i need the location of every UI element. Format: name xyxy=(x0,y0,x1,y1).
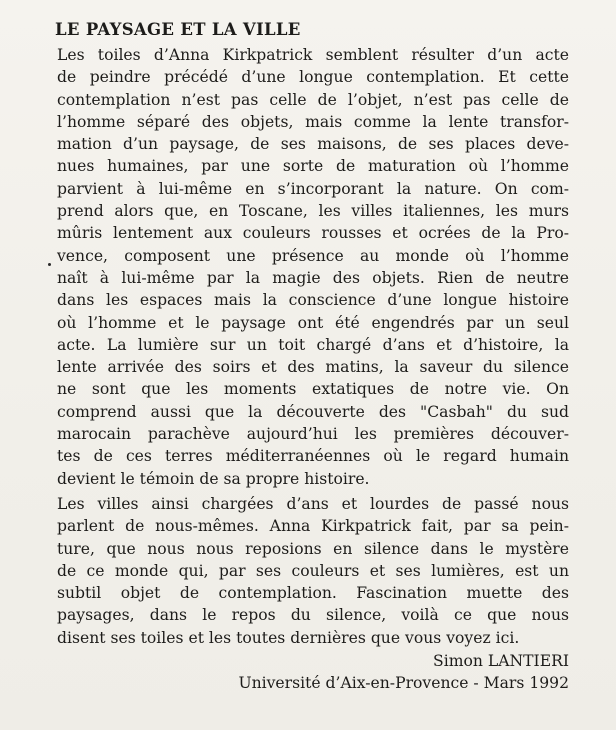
text-line: mûris lentement aux couleurs rousses et ocrées de la Pro- xyxy=(57,224,569,243)
text-line: naît à lui-même par la magie des objets. Rien de neutre xyxy=(57,268,569,287)
text-line: ture, que nous nous reposions en silence dans le mystère xyxy=(57,539,569,558)
text-line: Les villes ainsi chargées d’ans et lourdes de passé nous xyxy=(57,494,569,513)
text-line: nues humaines, par une sorte de maturation où l’homme xyxy=(57,157,569,176)
paragraph-1 xyxy=(57,44,569,490)
text-line: subtil objet de contemplation. Fascination muette des xyxy=(57,584,569,603)
text-line: dans les espaces mais la conscience d’une longue histoire xyxy=(57,291,569,310)
text-line: comprend aussi que la découverte des "Casbah" du sud xyxy=(57,402,569,421)
text-line: acte. La lumière sur un toit chargé d’ans et d’histoire, la xyxy=(57,335,569,354)
ink-speck xyxy=(48,263,51,266)
text-line: de peindre précédé d’une longue contemplation. Et cette xyxy=(57,68,569,87)
text-line: où l’homme et le paysage ont été engendrés par un seul xyxy=(57,313,569,332)
text-line: parlent de nous-mêmes. Anna Kirkpatrick fait, par sa pein- xyxy=(57,517,569,536)
text-line: devient le témoin de sa propre histoire. xyxy=(57,469,370,488)
text-line: vence, composent une présence au monde où l’homme xyxy=(57,246,569,265)
text-line: prend alors que, en Toscane, les villes italiennes, les murs xyxy=(57,202,569,221)
author-affiliation: Université d’Aix-en-Provence - Mars 1992 xyxy=(238,674,569,693)
author-name: Simon LANTIERI xyxy=(433,652,569,671)
document-body xyxy=(57,20,569,694)
text-line: l’homme séparé des objets, mais comme la lente transfor- xyxy=(57,112,569,131)
text-line: disent ses toiles et les toutes dernières que vous voyez ici. xyxy=(57,628,520,647)
text-line: marocain parachève aujourd’hui les premières découver- xyxy=(57,425,569,444)
text-line: de ce monde qui, par ses couleurs et ses lumières, est un xyxy=(57,561,569,580)
text-line: Les toiles d’Anna Kirkpatrick semblent résulter d’un acte xyxy=(57,46,569,64)
text-line: paysages, dans le repos du silence, voilà ce que nous xyxy=(57,606,569,625)
text-line: parvient à lui-même en s’incorporant la nature. On com- xyxy=(57,179,569,198)
text-line: contemplation n’est pas celle de l’objet, n’est pas celle de xyxy=(57,90,569,109)
text-line: ne sont que les moments extatiques de notre vie. On xyxy=(57,380,569,399)
signature-block xyxy=(57,650,569,694)
document-title: LE PAYSAGE ET LA VILLE xyxy=(55,20,301,39)
text-line: lente arrivée des soirs et des matins, la saveur du silence xyxy=(57,358,569,377)
text-line: mation d’un paysage, de ses maisons, de ses places deve- xyxy=(57,135,569,154)
paragraph-2 xyxy=(57,493,569,649)
text-line: tes de ces terres méditerranéennes où le regard humain xyxy=(57,447,569,466)
